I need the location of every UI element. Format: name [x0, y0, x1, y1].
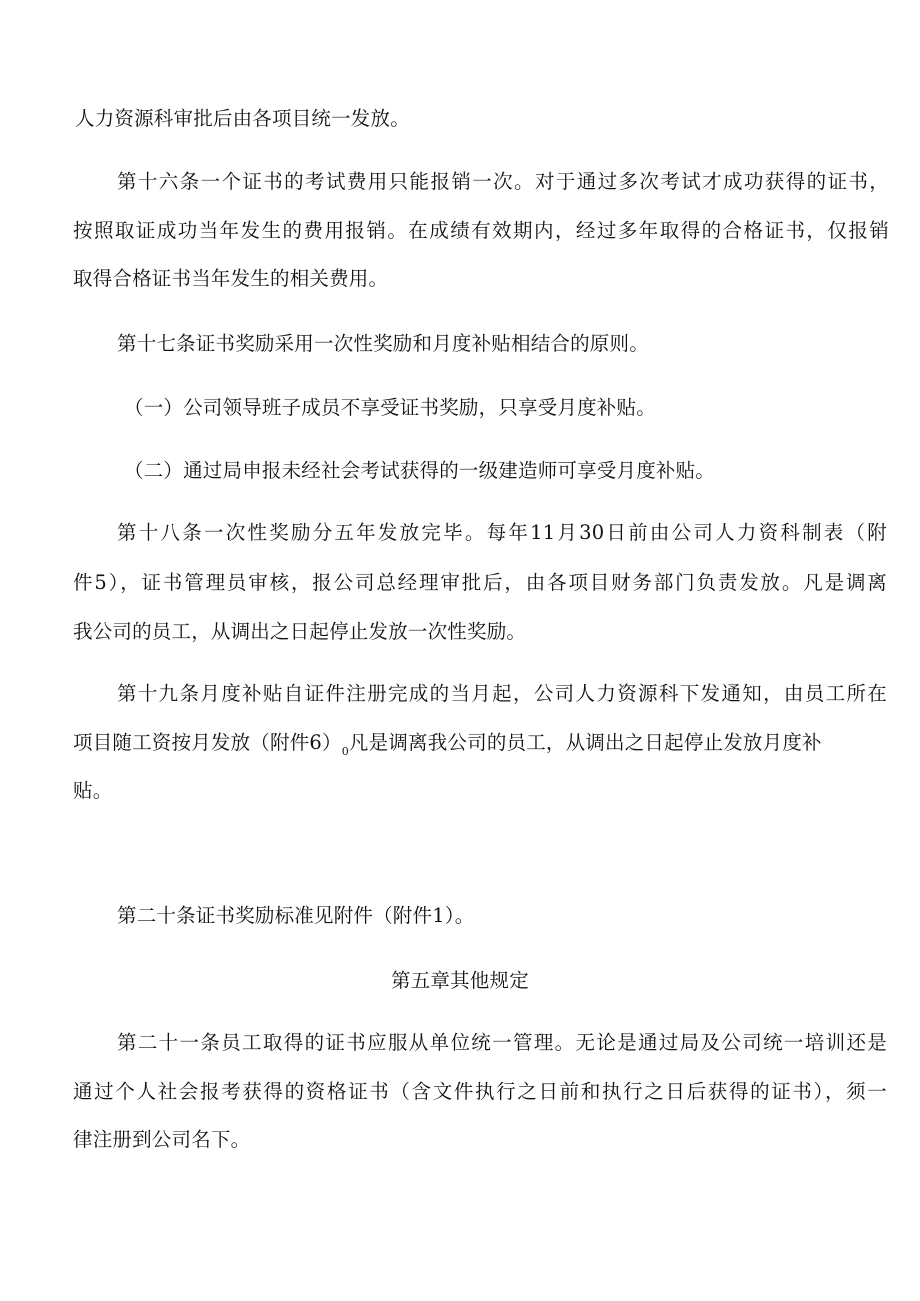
article-16-line-1: 第十六条一个证书的考试费用只能报销一次。对于通过多次考试才成功获得的证书，: [117, 170, 889, 193]
text-line-1: 人力资源科审批后由各项目统一发放。: [75, 107, 410, 130]
article-19-line-2-tail: 凡是调离我公司的员工，从调出之日起停止发放月度补: [348, 731, 822, 754]
subscript-zero-artifact: 0: [341, 745, 349, 758]
article-19-line-2-text: 项目随工资按月发放（附件6）: [73, 731, 342, 754]
article-21-line-2: 通过个人社会报考获得的资格证书（含文件执行之日前和执行之日后获得的证书），须一: [73, 1080, 887, 1103]
article-16-line-3: 取得合格证书当年发生的相关费用。: [73, 267, 389, 290]
article-21-line-1: 第二十一条员工取得的证书应服从单位统一管理。无论是通过局及公司统一培训还是: [117, 1031, 887, 1054]
article-21-line-3: 律注册到公司名下。: [73, 1128, 251, 1151]
article-17-item-2: （二）通过局申报未经社会考试获得的一级建造师可享受月度补贴。: [124, 459, 716, 482]
article-17-line-1: 第十七条证书奖励采用一次性奖励和月度补贴相结合的原则。: [117, 332, 649, 355]
article-20-line-1: 第二十条证书奖励标准见附件（附件1）。: [117, 904, 475, 927]
chapter-5-heading: 第五章其他规定: [391, 969, 529, 992]
article-19-line-2: [73, 730, 822, 759]
article-18-line-2: 件5），证书管理员审核，报公司总经理审批后，由各项目财务部门负责发放。凡是调离: [73, 571, 887, 594]
article-19-line-1: 第十九条月度补贴自证件注册完成的当月起，公司人力资源科下发通知，由员工所在: [117, 682, 887, 705]
article-17-item-1: （一）公司领导班子成员不享受证书奖励，只享受月度补贴。: [124, 396, 656, 419]
article-16-line-2: 按照取证成功当年发生的费用报销。在成绩有效期内，经过多年取得的合格证书，仅报销: [73, 219, 889, 242]
article-18-line-1: 第十八条一次性奖励分五年发放完毕。每年11月30日前由公司人力资科制表（附: [117, 521, 887, 544]
article-18-line-3: 我公司的员工，从调出之日起停止发放一次性奖励。: [73, 620, 527, 643]
article-19-line-3: 贴。: [73, 779, 113, 802]
